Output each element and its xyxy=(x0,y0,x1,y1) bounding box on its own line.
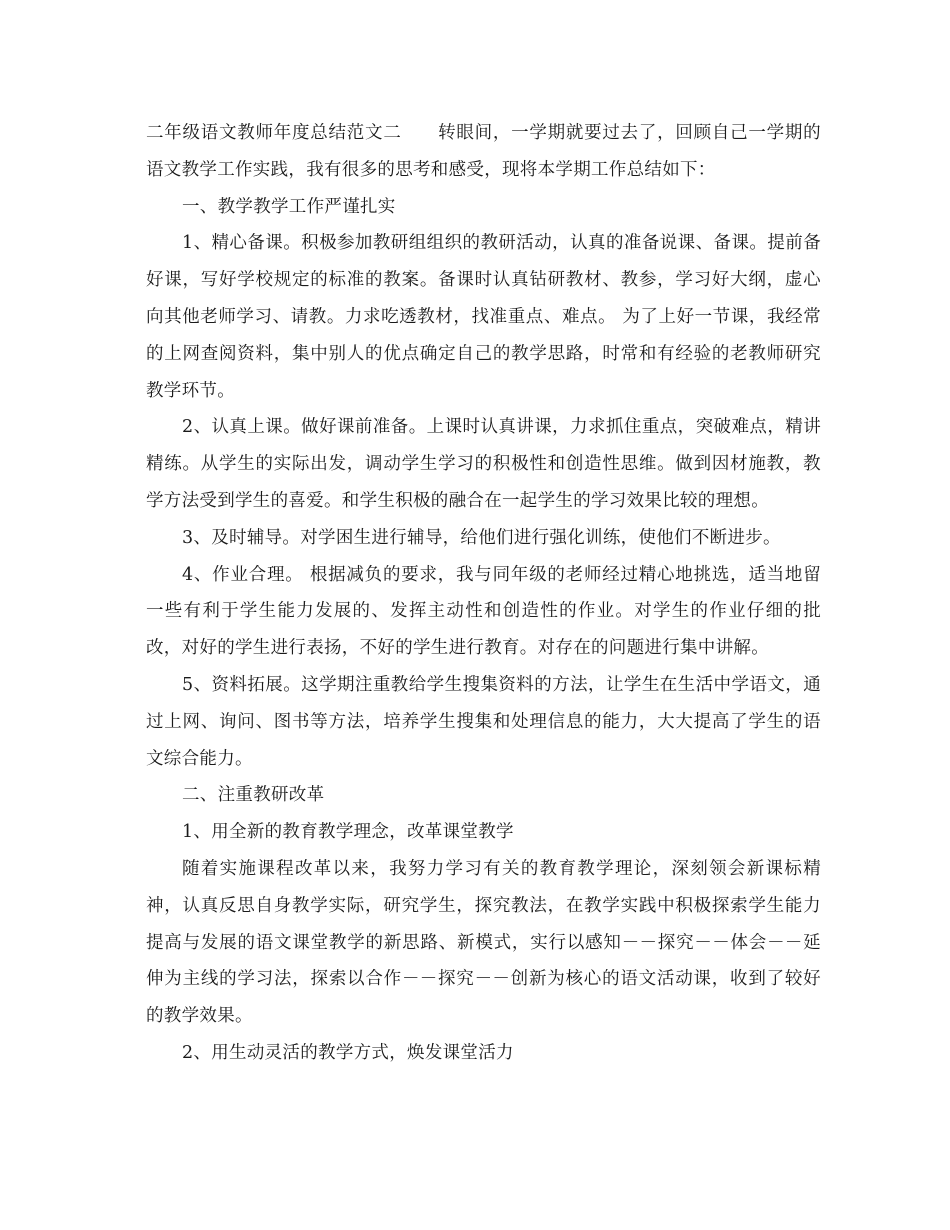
subsection-heading-2-1: 1、用全新的教育教学理念，改革课堂教学 xyxy=(182,822,514,843)
section-heading-2: 二、注重教研改革 xyxy=(182,785,325,806)
subsection-heading-2-2: 2、用生动灵活的教学方式，焕发课堂活力 xyxy=(182,1042,514,1063)
paragraph-homework: 4、作业合理。 根据减负的要求，我与同年级的老师经过精心地挑选，适当地留一些有利于学生能力发展的、发挥主动性和创造性的作业。对学生的作业仔细的批改，对好的学生进行表扬，不好的学生进行教育。对存在的问题进行集中讲解。 xyxy=(146,564,821,659)
section-heading-1: 一、教学教学工作严谨扎实 xyxy=(182,196,396,217)
document-body xyxy=(146,115,821,1072)
paragraph-teaching: 2、认真上课。做好课前准备。上课时认真讲课，力求抓住重点，突破难点，精讲精练。从学生的实际出发，调动学生学习的积极性和创造性思维。做到因材施教，教学方法受到学生的喜爱。和学生积极的融合在一起学生的学习效果比较的理想。 xyxy=(146,417,821,511)
intro-paragraph: 二年级语文教师年度总结范文二 转眼间，一学期就要过去了，回顾自己一学期的语文教学工作实践，我有很多的思考和感受，现将本学期工作总结如下： xyxy=(146,123,821,180)
paragraph-tutoring: 3、及时辅导。对学困生进行辅导，给他们进行强化训练，使他们不断进步。 xyxy=(182,527,781,548)
paragraph-resources: 5、资料拓展。这学期注重教给学生搜集资料的方法，让学生在生活中学语文，通过上网、询问、图书等方法，培养学生搜集和处理信息的能力，大大提高了学生的语文综合能力。 xyxy=(146,674,821,769)
paragraph-reform: 随着实施课程改革以来，我努力学习有关的教育教学理论，深刻领会新课标精神，认真反思自身教学实际，研究学生，探究教法，在教学实践中积极探索学生能力提高与发展的语文课堂教学的新思路、新模式，实行以感知－－探究－－体会－－延伸为主线的学习法，探索以合作－－探究－－创新为核心的语文活动课，收到了较好的教学效果。 xyxy=(146,858,821,1027)
paragraph-lesson-prep: 1、精心备课。积极参加教研组组织的教研活动，认真的准备说课、备课。提前备好课，写好学校规定的标准的教案。备课时认真钻研教材、教参，学习好大纲，虚心向其他老师学习、请教。力求吃透教材，找准重点、难点。 为了上好一节课，我经常的上网查阅资料，集中别人的优点确定自己的教学思路，时常和有经验的老教师研究教学环节。 xyxy=(146,233,821,401)
